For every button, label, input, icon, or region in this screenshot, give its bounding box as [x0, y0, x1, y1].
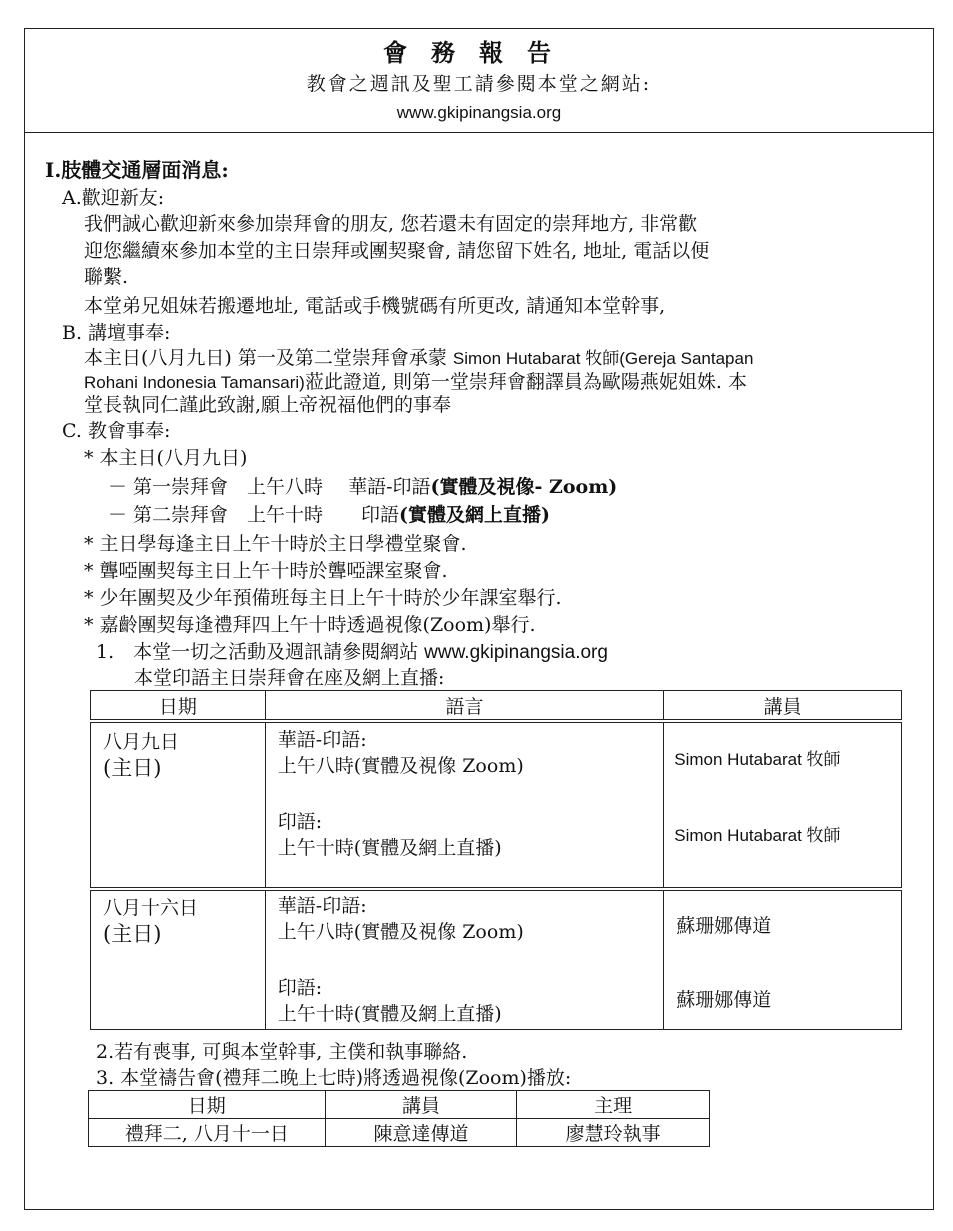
subsection-b-label: B. 講壇事奉:: [62, 322, 171, 344]
speaker-1: 蘇珊娜傳道: [676, 915, 772, 937]
language-cell: [265, 889, 663, 1030]
date-text: 八月九日: [103, 731, 180, 753]
prayer-header-date: 日期: [89, 1091, 326, 1119]
note-1-url: www.gkipinangsia.org: [424, 642, 608, 663]
prayer-table: [88, 1090, 710, 1147]
report-header: [25, 29, 933, 133]
table-row: [89, 1119, 710, 1147]
service-1: [108, 475, 617, 499]
pulpit-line-2-church: Rohani Indonesia Tamansari): [84, 373, 305, 392]
table-row: [91, 889, 902, 1030]
speaker-cell: [664, 889, 902, 1030]
section-heading: I.肢體交通層面消息:: [45, 158, 229, 182]
service-2-mode: (實體及網上直播): [399, 504, 551, 526]
pulpit-line-1-speaker: Simon Hutabarat 牧師(Gereja Santapan: [452, 349, 754, 368]
note-2: 2.若有喪事, 可與本堂幹事, 主僕和執事聯絡.: [96, 1041, 468, 1063]
note-1: [96, 640, 608, 665]
ministry-item-2: * 聾啞團契每主日上午十時於聾啞課室聚會.: [84, 560, 448, 582]
lang2-title: 印語:: [277, 977, 323, 999]
prayer-speaker: 陳意達傳道: [325, 1119, 517, 1147]
service-1-mode: (實體及視像- Zoom): [430, 476, 618, 498]
welcome-line-3: 聯繫.: [84, 266, 129, 288]
subsection-a-label: A.歡迎新友:: [62, 187, 165, 209]
pulpit-line-2: [84, 370, 747, 395]
lang1-detail: 上午八時(實體及視像 Zoom): [277, 755, 524, 777]
schedule-table: [90, 690, 902, 1030]
prayer-date: 禮拜二, 八月十一日: [89, 1119, 326, 1147]
speaker-1: Simon Hutabarat 牧師: [674, 750, 841, 769]
prayer-header-host: 主理: [517, 1091, 710, 1119]
prayer-header-speaker: 講員: [325, 1091, 517, 1119]
date-text: 八月十六日: [103, 897, 199, 919]
ministry-item-1: * 主日學每逢主日上午十時於主日學禮堂聚會.: [84, 533, 467, 555]
pulpit-line-1-text: 本主日(八月九日) 第一及第二堂崇拜會承蒙: [84, 347, 453, 369]
this-sunday: * 本主日(八月九日): [84, 447, 248, 469]
page-subtitle: 教會之週訊及聖工請參閱本堂之網站:: [306, 73, 652, 95]
note-1-text: 1. 本堂一切之活動及週訊請參閱網站: [96, 641, 425, 663]
date-cell: [91, 889, 266, 1030]
lang2-detail: 上午十時(實體及網上直播): [277, 837, 502, 859]
ministry-item-3: * 少年團契及少年預備班每主日上午十時於少年課室舉行.: [84, 587, 562, 609]
col-header-speaker: 講員: [664, 691, 902, 722]
speaker-cell: [664, 721, 902, 889]
service-1-text: － 第一崇拜會 上午八時 華語-印語: [108, 476, 431, 498]
page-title: 會務報告: [383, 38, 575, 67]
pulpit-line-1: [84, 346, 753, 371]
lang1-detail: 上午八時(實體及視像 Zoom): [277, 921, 524, 943]
speaker-2: Simon Hutabarat 牧師: [674, 826, 841, 845]
col-header-language: 語言: [265, 691, 663, 722]
subsection-c-label: C. 教會事奉:: [62, 420, 171, 442]
lang2-detail: 上午十時(實體及網上直播): [277, 1003, 502, 1025]
welcome-line-1: 我們誠心歡迎新來參加崇拜會的朋友, 您若還未有固定的崇拜地方, 非常歡: [84, 213, 698, 235]
pulpit-line-2-text: 蒞此證道, 則第一堂崇拜會翻譯員為歐陽燕妮姐姝. 本: [304, 371, 747, 393]
speaker-2: 蘇珊娜傳道: [676, 989, 772, 1011]
lang2-title: 印語:: [277, 811, 323, 833]
day-text: (主日): [103, 922, 162, 946]
website-url: www.gkipinangsia.org: [396, 103, 562, 122]
schedule-header-row: [91, 691, 902, 722]
col-header-date: 日期: [91, 691, 266, 722]
welcome-line-4: 本堂弟兄姐妹若搬遷地址, 電話或手機號碼有所更改, 請通知本堂幹事,: [84, 295, 666, 317]
lang1-title: 華語-印語:: [277, 895, 367, 917]
prayer-host: 廖慧玲執事: [517, 1119, 710, 1147]
service-2-text: － 第二崇拜會 上午十時 印語: [108, 504, 400, 526]
pulpit-line-3: 堂長執同仁謹此致謝,願上帝祝福他們的事奉: [84, 394, 452, 416]
ministry-item-4: * 嘉齡團契每逢禮拜四上午十時透過視像(Zoom)舉行.: [84, 614, 536, 636]
note-1-line-2: 本堂印語主日崇拜會在座及網上直播:: [134, 667, 445, 689]
language-cell: [265, 721, 663, 889]
prayer-header-row: [89, 1091, 710, 1119]
table-row: [91, 721, 902, 889]
note-3: 3. 本堂禱告會(禮拜二晚上七時)將透過視像(Zoom)播放:: [96, 1067, 572, 1089]
welcome-line-2: 迎您繼續來參加本堂的主日崇拜或團契聚會, 請您留下姓名, 地址, 電話以便: [84, 240, 710, 262]
date-cell: [91, 721, 266, 889]
lang1-title: 華語-印語:: [277, 729, 367, 751]
day-text: (主日): [103, 756, 162, 780]
service-2: [108, 503, 550, 527]
